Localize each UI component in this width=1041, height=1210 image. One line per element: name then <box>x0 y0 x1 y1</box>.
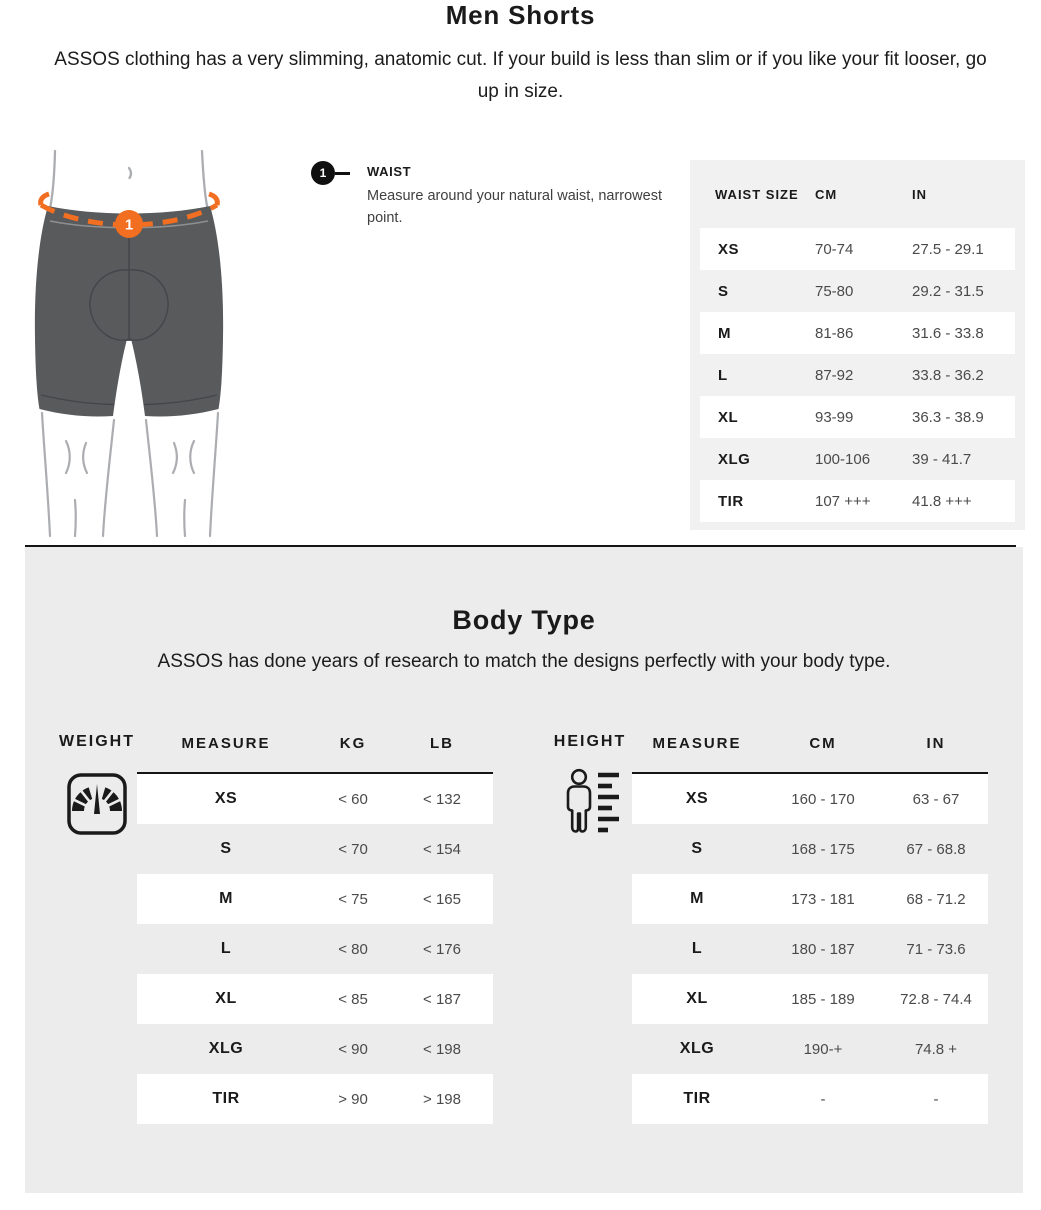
lb-value: < 198 <box>423 1040 461 1058</box>
kg-value: < 75 <box>338 890 368 908</box>
waist-table-header <box>690 160 1025 228</box>
table-row <box>700 396 1015 438</box>
in-value: 27.5 - 29.1 <box>912 240 984 258</box>
in-value: 39 - 41.7 <box>912 450 972 468</box>
table-row <box>700 438 1015 480</box>
table-row <box>700 270 1015 312</box>
in-value: 41.8 +++ <box>912 492 972 510</box>
lb-value: < 187 <box>423 990 461 1008</box>
kg-value: < 70 <box>338 840 368 858</box>
height-figure-icon <box>563 768 619 846</box>
size-label: L <box>718 366 728 384</box>
size-label: S <box>718 282 729 300</box>
size-label: M <box>690 890 704 907</box>
lb-value: < 165 <box>423 890 461 908</box>
lb-value: < 176 <box>423 940 461 958</box>
cm-value: 87-92 <box>815 366 854 384</box>
body-type-title: Body Type <box>452 605 596 635</box>
kg-value: < 60 <box>338 790 368 808</box>
weight-group-label: WEIGHT <box>59 733 135 750</box>
torso-outline <box>51 151 208 206</box>
table-row <box>700 480 1015 522</box>
cm-value: 173 - 181 <box>791 890 855 908</box>
height-table-header <box>632 729 988 757</box>
table-row <box>137 924 493 974</box>
size-label: XLG <box>679 1040 715 1057</box>
legs-outline <box>42 413 218 536</box>
col-waist-size: WAIST SIZE <box>715 186 799 202</box>
cm-value: 168 - 175 <box>791 840 855 858</box>
col-lb: LB <box>430 734 454 752</box>
waist-size-table <box>690 160 1025 530</box>
height-group-label: HEIGHT <box>553 733 627 750</box>
in-value: 33.8 - 36.2 <box>912 366 984 384</box>
page-title: Men Shorts <box>445 0 596 30</box>
weight-scale-icon <box>65 770 129 838</box>
waist-description: Measure around your natural waist, narrowest point. <box>367 188 662 226</box>
body-type-section <box>25 547 1023 1193</box>
col-measure: MEASURE <box>652 734 742 752</box>
in-value: 71 - 73.6 <box>906 940 966 958</box>
cm-value: - <box>820 1090 826 1108</box>
cm-value: 160 - 170 <box>791 790 855 808</box>
col-cm: CM <box>809 734 837 752</box>
size-label: S <box>691 840 703 857</box>
col-measure: MEASURE <box>181 734 271 752</box>
table-row <box>700 228 1015 270</box>
in-value: 72.8 - 74.4 <box>900 990 972 1008</box>
table-row <box>137 1074 493 1124</box>
table-row <box>700 312 1015 354</box>
size-label: TIR <box>212 1090 240 1107</box>
table-row <box>632 974 988 1024</box>
cm-value: 75-80 <box>815 282 854 300</box>
cm-value: 185 - 189 <box>791 990 855 1008</box>
cm-value: 70-74 <box>815 240 854 258</box>
shorts-diagram-illustration <box>28 148 278 538</box>
kg-value: < 80 <box>338 940 368 958</box>
size-label: XLG <box>208 1040 244 1057</box>
waist-annotation <box>311 161 697 229</box>
table-row <box>137 824 493 874</box>
cm-value: 190-+ <box>803 1040 843 1058</box>
size-label: M <box>718 324 731 342</box>
waist-marker-badge <box>115 210 143 238</box>
in-value: - <box>933 1090 939 1108</box>
table-row <box>137 1024 493 1074</box>
size-label: S <box>220 840 232 857</box>
table-row <box>137 874 493 924</box>
in-value: 68 - 71.2 <box>906 890 966 908</box>
lb-value: > 198 <box>423 1090 461 1108</box>
cm-value: 107 +++ <box>815 492 871 510</box>
kg-value: > 90 <box>338 1090 368 1108</box>
size-label: XS <box>214 790 238 807</box>
cm-value: 180 - 187 <box>791 940 855 958</box>
size-label: XL <box>718 408 739 426</box>
table-row <box>632 1024 988 1074</box>
weight-table-header <box>137 729 493 757</box>
annotation-text <box>367 161 697 229</box>
table-row <box>700 354 1015 396</box>
waist-label: WAIST <box>367 164 412 179</box>
size-label: XS <box>685 790 709 807</box>
annotation-number-badge: 1 <box>311 161 335 185</box>
size-label: XS <box>718 240 740 258</box>
cm-value: 93-99 <box>815 408 854 426</box>
lb-value: < 154 <box>423 840 461 858</box>
waist-table-rows <box>690 228 1025 522</box>
in-value: 31.6 - 33.8 <box>912 324 984 342</box>
size-label: M <box>219 890 233 907</box>
cm-value: 81-86 <box>815 324 854 342</box>
size-label: TIR <box>683 1090 711 1107</box>
in-value: 36.3 - 38.9 <box>912 408 984 426</box>
table-row <box>632 874 988 924</box>
table-row <box>632 924 988 974</box>
height-table <box>632 772 988 1124</box>
body-type-subtitle: ASSOS has done years of research to match the designs perfectly with your body type. <box>157 651 891 672</box>
size-label: TIR <box>718 492 744 510</box>
in-value: 74.8 + <box>914 1040 958 1058</box>
lb-value: < 132 <box>423 790 461 808</box>
col-in: IN <box>912 186 927 202</box>
table-row <box>632 1074 988 1124</box>
cm-value: 100-106 <box>815 450 871 468</box>
size-label: L <box>691 940 703 957</box>
col-kg: KG <box>339 734 367 752</box>
table-row <box>137 774 493 824</box>
size-label: XL <box>215 990 237 1007</box>
intro-text: ASSOS clothing has a very slimming, anatomic cut. If your build is less than slim or if you like your fit looser, go up in size. <box>54 49 987 102</box>
in-value: 67 - 68.8 <box>906 840 966 858</box>
in-value: 29.2 - 31.5 <box>912 282 984 300</box>
table-row <box>632 774 988 824</box>
col-in: IN <box>926 734 946 752</box>
weight-table <box>137 772 493 1124</box>
in-value: 63 - 67 <box>912 790 960 808</box>
size-label: L <box>220 940 232 957</box>
size-label: XLG <box>718 450 751 468</box>
table-row <box>632 824 988 874</box>
table-row <box>137 974 493 1024</box>
annotation-connector-line <box>335 172 350 175</box>
kg-value: < 90 <box>338 1040 368 1058</box>
svg-text:1: 1 <box>124 216 134 234</box>
kg-value: < 85 <box>338 990 368 1008</box>
col-cm: CM <box>815 186 838 202</box>
size-label: XL <box>686 990 708 1007</box>
